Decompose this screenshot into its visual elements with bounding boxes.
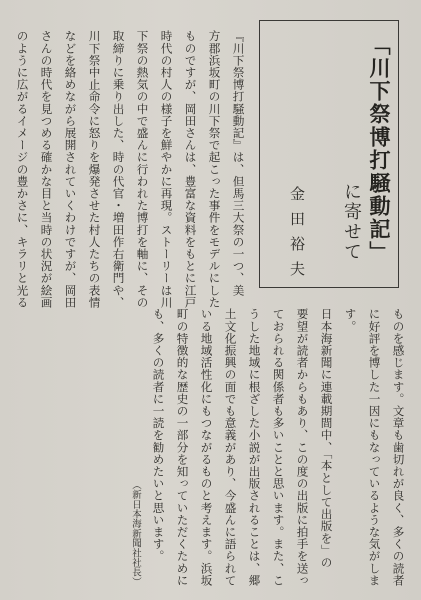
body-column: などを絡めながら展開されていくわけですが、岡田 (63, 30, 78, 309)
body-column: も、多くの読者に一読を勧めたいと思います。 (151, 308, 166, 563)
article-title: 「川下祭博打騒動記」 (367, 34, 392, 264)
body-column: 土文化振興の面でも意義があり、今盛んに語られて (223, 308, 238, 587)
body-column: に好評を博した一因にもなっているような気がしま (367, 308, 382, 587)
body-column: さんの時代を見つめる確かな目と当時の状況が絵画 (39, 30, 54, 309)
body-column: 要望が読者からもあり、この度の出版に拍手を送っ (295, 308, 310, 587)
body-column: うした地域に根ざした小説が出版されることは、郷 (247, 308, 262, 587)
body-column: 川下祭中止命令に怒りを爆発させた村人たちの表情 (87, 30, 102, 309)
article-title-suffix: に寄せて (341, 182, 362, 262)
body-column: 町の特徴的な歴史の一部分を知っていただくために (175, 308, 190, 587)
body-column: 取締りに乗り出した、時の代官・増田作右衛門や、 (111, 30, 126, 309)
body-column: 方郡浜坂町の川下祭で起こった事件をモデルにした (207, 30, 222, 309)
body-column: 下祭の熱気の中で盛んに行われた博打を軸に、その (135, 30, 150, 309)
body-column: 時代の村人の様子を鮮やかに再現。ストーリーは川 (159, 30, 174, 309)
body-column: いる地域活性化にもつながるものと考えます。浜坂 (199, 308, 214, 587)
author-affiliation: （新日本海新聞社社長） (130, 480, 141, 587)
body-column: のように広がるイメージの豊かさに、キラリと光る (15, 30, 30, 309)
body-column: ものを感じます。文章も歯切れが良く、多くの読者 (391, 308, 406, 587)
body-column: 日本海新聞に連載期間中、「本として出版を」の (319, 308, 334, 569)
body-column: ものですが、岡田さんは、豊富な資料をもとに江戸 (183, 30, 198, 309)
body-column: す。 (343, 308, 358, 333)
body-column: 『川下祭博打騒動記』は、但馬三大祭の一つ、美 (231, 30, 246, 297)
author-name: 金田裕夫 (288, 186, 306, 286)
body-column: ておられる関係者も多いことと思います。また、こ (271, 308, 286, 587)
